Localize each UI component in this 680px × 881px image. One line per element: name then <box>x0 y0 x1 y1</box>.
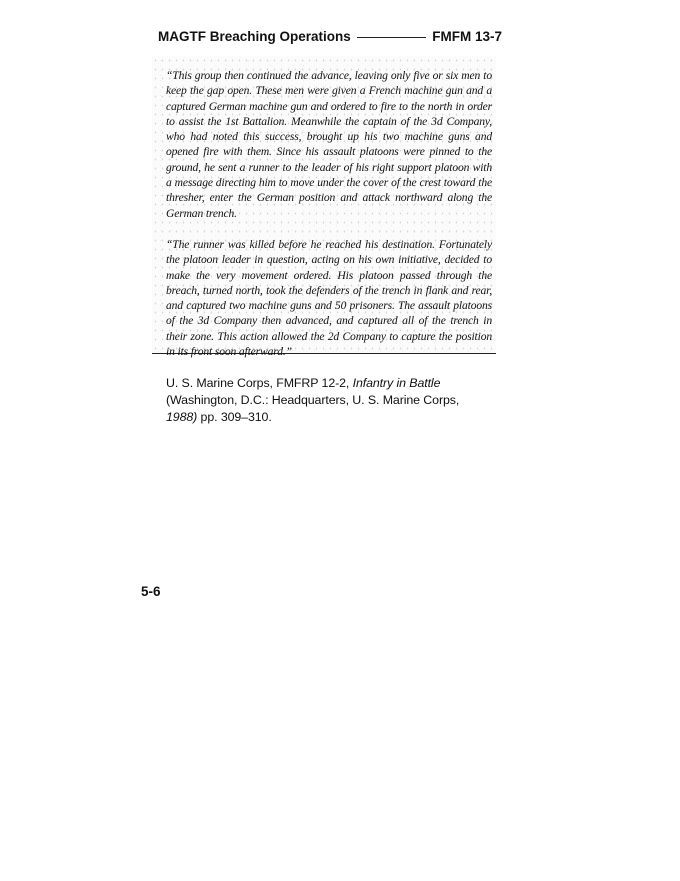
quote-paragraph-1: “This group then continued the advance, leaving only five or six men to keep the gap open. These men were given a French machine gun and a captured German machine gun and ordered to fire to the north in order to assist the 1st Battalion. Meanwhile the captain of the 3d Company, who had noted this success, brought up his two machine guns and opened fire with them. Since his assault platoons were pinned to the ground, he sent a runner to the leader of his right support platoon with a message directing him to move under the cover of the crest toward the thresher, enter the German position and attack northward along the German trench. <box>166 69 492 220</box>
page-number: 5-6 <box>141 584 161 599</box>
citation-title: Infantry in Battle <box>352 376 441 391</box>
citation-prefix: U. S. Marine Corps, FMFRP 12-2, <box>166 376 353 391</box>
citation-year: 1988) <box>166 410 198 425</box>
citation-publisher: (Washington, D.C.: Headquarters, U. S. Marine Corps, <box>166 393 460 408</box>
header-document-id: FMFM 13-7 <box>432 28 502 44</box>
quotation-sidebar <box>152 56 496 425</box>
header-title: MAGTF Breaching Operations <box>158 28 351 44</box>
source-citation <box>166 375 492 426</box>
citation-pages: pp. 309–310. <box>197 410 272 425</box>
header-rule <box>357 37 426 38</box>
page-header <box>158 26 502 46</box>
quote-paragraph-2: “The runner was killed before he reached his destination. Fortunately the platoon leader in question, acting on his own initiative, decided to make the very movement ordered. His platoon passed through the breach, turned north, took the defenders of the trench in flank and rear, and captured two machine guns and 50 prisoners. The assault platoons of the 3d Company then advanced, and captured all of the trench in their zone. This action allowed the 2d Company to capture the position in its front soon afterward.” <box>166 237 492 359</box>
